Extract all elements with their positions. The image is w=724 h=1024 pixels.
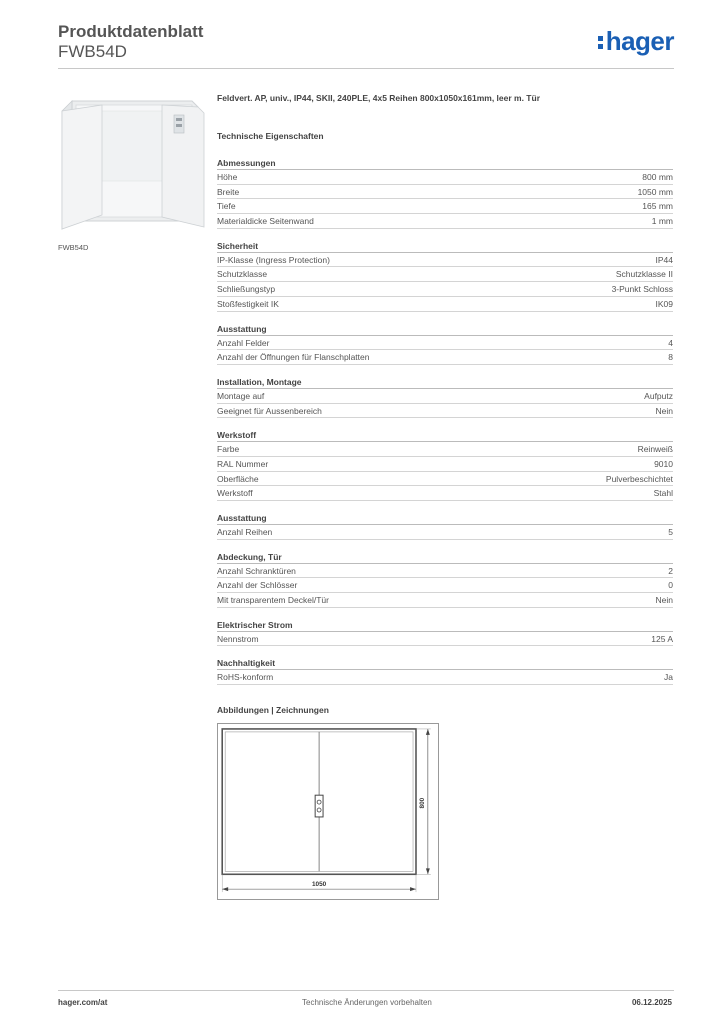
spec-row [217,457,673,472]
spec-value: Schutzklasse II [615,269,673,280]
spec-label: Tiefe [217,201,236,212]
spec-group-title: Elektrischer Strom [217,618,673,632]
spec-value: 0 [668,580,673,591]
spec-value: 4 [668,337,673,348]
spec-value: 2 [668,565,673,576]
spec-value: Stahl [653,488,673,499]
spec-group-title: Ausstattung [217,511,673,525]
spec-label: RAL Nummer [217,458,269,469]
spec-label: Montage auf [217,390,265,401]
height-dimension-label: 800 [418,797,426,809]
spec-value: Ja [664,672,673,683]
photo-caption: FWB54D [58,243,89,252]
spec-group [217,156,673,229]
logo-dots-icon [598,30,604,52]
spec-value: 125 A [651,633,673,644]
width-dimension-label: 1050 [311,881,327,889]
spec-value: Aufputz [644,390,673,401]
spec-content [217,93,673,695]
spec-group [217,550,673,608]
spec-row [217,404,673,419]
spec-group-title: Nachhaltigkeit [217,656,673,670]
spec-label: Schutzklasse [217,269,268,280]
spec-group [217,618,673,647]
spec-label: Anzahl Reihen [217,527,273,537]
spec-row [217,253,673,268]
spec-label: Oberfläche [217,473,259,484]
spec-groups [217,156,673,685]
spec-value: 8 [668,352,673,363]
spec-row [217,267,673,282]
spec-value: Nein [655,595,673,606]
spec-value: 1 mm [651,216,673,227]
spec-value: 5 [668,527,673,537]
spec-label: IP-Klasse (Ingress Protection) [217,254,330,265]
technical-drawing [217,723,439,900]
hager-logo [598,26,674,57]
spec-row [217,525,673,540]
logo-text: hager [605,26,674,56]
spec-group [217,322,673,365]
spec-group-title: Werkstoff [217,428,673,442]
spec-group [217,656,673,685]
spec-row [217,185,673,200]
tech-properties-heading: Technische Eigenschaften [217,131,324,141]
spec-group [217,511,673,540]
spec-row [217,170,673,185]
spec-value: 800 mm [642,172,673,182]
spec-group [217,375,673,418]
spec-group [217,239,673,312]
spec-row [217,442,673,457]
spec-value: IK09 [655,298,673,309]
footer-disclaimer: Technische Änderungen vorbehalten [302,998,432,1007]
spec-label: Geeignet für Aussenbereich [217,405,322,416]
footer-date: 06.12.2025 [631,998,672,1007]
spec-group-title: Sicherheit [217,239,673,253]
spec-label: Materialdicke Seitenwand [217,216,314,227]
spec-label: Nennstrom [217,633,259,644]
drawings-heading: Abbildungen | Zeichnungen [217,705,329,715]
spec-label: Schließungstyp [217,284,276,295]
header-divider [58,68,674,69]
spec-group-title: Ausstattung [217,322,673,336]
spec-row [217,593,673,608]
spec-label: Farbe [217,444,240,455]
page-header [58,20,674,70]
spec-label: Mit transparentem Deckel/Tür [217,595,329,606]
spec-row [217,670,673,685]
spec-group-title: Installation, Montage [217,375,673,389]
spec-label: Höhe [217,172,238,182]
spec-value: 3-Punkt Schloss [611,284,673,295]
spec-value: Reinweiß [637,444,673,455]
spec-value: 165 mm [642,201,673,212]
spec-row [217,214,673,229]
spec-group-title: Abmessungen [217,156,673,170]
spec-label: Anzahl Felder [217,337,270,348]
footer-divider [58,990,674,991]
footer-website-link[interactable]: hager.com/at [58,998,108,1007]
spec-row [217,199,673,214]
spec-row [217,350,673,365]
spec-value: 9010 [654,458,673,469]
product-code: FWB54D [58,42,127,61]
spec-row [217,389,673,404]
spec-row [217,564,673,579]
spec-value: Pulverbeschichtet [605,473,673,484]
spec-row [217,632,673,647]
spec-value: IP44 [655,254,673,265]
spec-row [217,472,673,487]
spec-value: Nein [655,405,673,416]
spec-group [217,428,673,501]
product-photo [58,93,206,235]
spec-row [217,578,673,593]
spec-value: 1050 mm [637,186,673,197]
spec-row [217,282,673,297]
spec-group-title: Abdeckung, Tür [217,550,673,564]
document-title: Produktdatenblatt [58,22,204,41]
spec-label: Breite [217,186,240,197]
product-description: Feldvert. AP, univ., IP44, SKII, 240PLE, 4x5 Reihen 800x1050x161mm, leer m. Tür [217,93,541,103]
spec-label: Stoßfestigkeit IK [217,298,279,309]
spec-label: Werkstoff [217,488,253,499]
spec-label: Anzahl der Öffnungen für Flanschplatten [217,352,370,363]
spec-row [217,336,673,351]
spec-row [217,297,673,312]
spec-label: Anzahl der Schlösser [217,580,298,591]
spec-label: RoHS-konform [217,672,274,683]
spec-label: Anzahl Schranktüren [217,565,296,576]
spec-row [217,486,673,501]
